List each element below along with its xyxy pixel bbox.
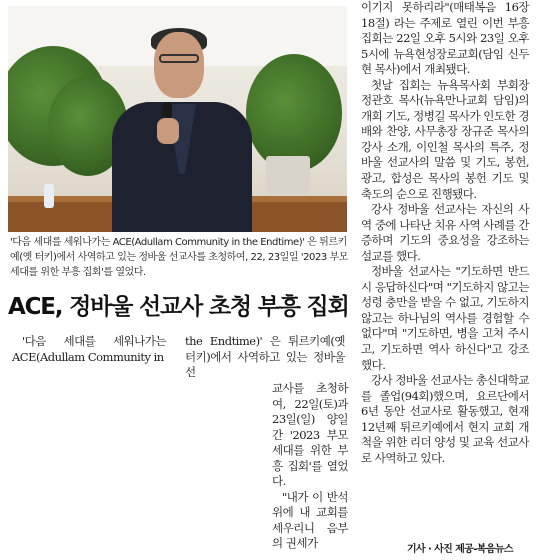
- article-paragraph: 첫날 집회는 뉴욕목사회 부회장 정관호 목사(뉴욕만나교회 담임)의 개회 기도, 정병길 목사가 인도한 경배와 찬양, 사무총장 장규준 목사의 강사 소개, 이인철 목사의 특주, 정바울 선교사의 말씀 및 기도, 봉헌, 광고, 합성은 목사의 봉헌 기도 및 축도의 순으로 진행됐다.: [361, 77, 529, 201]
- article-column-left: [12, 334, 166, 365]
- article-column-right: [361, 0, 529, 466]
- article-column-middle-top: [185, 334, 345, 381]
- article-headline: ACE, 정바울 선교사 초청 부흥 집회: [8, 294, 349, 320]
- photo-caption: '다음 세대를 세워나가는 ACE(Adullam Community in the Endtime)' 은 튀르키예(옛 터키)에서 사역하고 있는 정바울 선교사를 초청하여, 22, 23일일 '2023 부모 세대를 위한 부흥 집회'를 열었다.: [10, 237, 348, 278]
- photo-speaker-hand: [157, 118, 179, 144]
- article-paragraph: the Endtime)' 은 튀르키예(옛 터키)에서 사역하고 있는 정바울 선: [185, 334, 345, 380]
- article-paragraph: 강사 정바울 선교사는 총신대학교를 졸업(94회)했으며, 요르단에서 6년 동안 선교사로 활동했고, 현재 12년째 튀르키예에서 현지 교회 개척을 위한 리더 양성 및 교육 선교사로 사역하고 있다.: [361, 373, 529, 465]
- photo-speaker-glasses: [159, 54, 199, 63]
- article-paragraph: 이기지 못하리라"(매태복음 16장 18절) 라는 주제로 열린 이번 부흥 집회는 22일 오후 5시와 23일 오후 5시에 뉴욕현성장로교회(담임 신두현 목사)에서 개최됐다.: [361, 0, 529, 77]
- article-paragraph: 정바울 선교사는 "기도하면 반드시 응답하신다"며 "기도하지 않고는 성령 충만을 받을 수 없고, 기도하지 않고는 하나님의 역사를 경험할 수 없다"며 "기도하면, 병을 고쳐 주시고, 기도하면 역사 하신다"고 강조했다.: [361, 264, 529, 372]
- article-paragraph: 강사 정바울 선교사는 자신의 사역 중에 나타난 치유 사역 사례를 간증하며 기도의 중요성을 강조하는 설교를 했다.: [361, 202, 529, 263]
- photo-speaker-head: [154, 32, 204, 98]
- article-paragraph: '다음 세대를 세워나가는 ACE(Adullam Community in: [12, 334, 166, 364]
- article-paragraph: "내가 이 반석 위에 내 교회를 세우리니 음부의 권세가: [272, 489, 348, 551]
- article-byline: 기사 · 사진 제공-복음뉴스: [407, 544, 513, 555]
- article-photo: [8, 6, 347, 232]
- article-paragraph: 교사를 초청하여, 22일(토)과 23일(일) 양일 간 '2023 부모 세대를 위한 부흥 집회'를 열었다.: [272, 381, 348, 489]
- photo-bottle: [44, 184, 54, 208]
- photo-pot: [266, 156, 310, 194]
- article-column-middle-narrow: [272, 381, 348, 552]
- photo-plant-right: [246, 54, 342, 172]
